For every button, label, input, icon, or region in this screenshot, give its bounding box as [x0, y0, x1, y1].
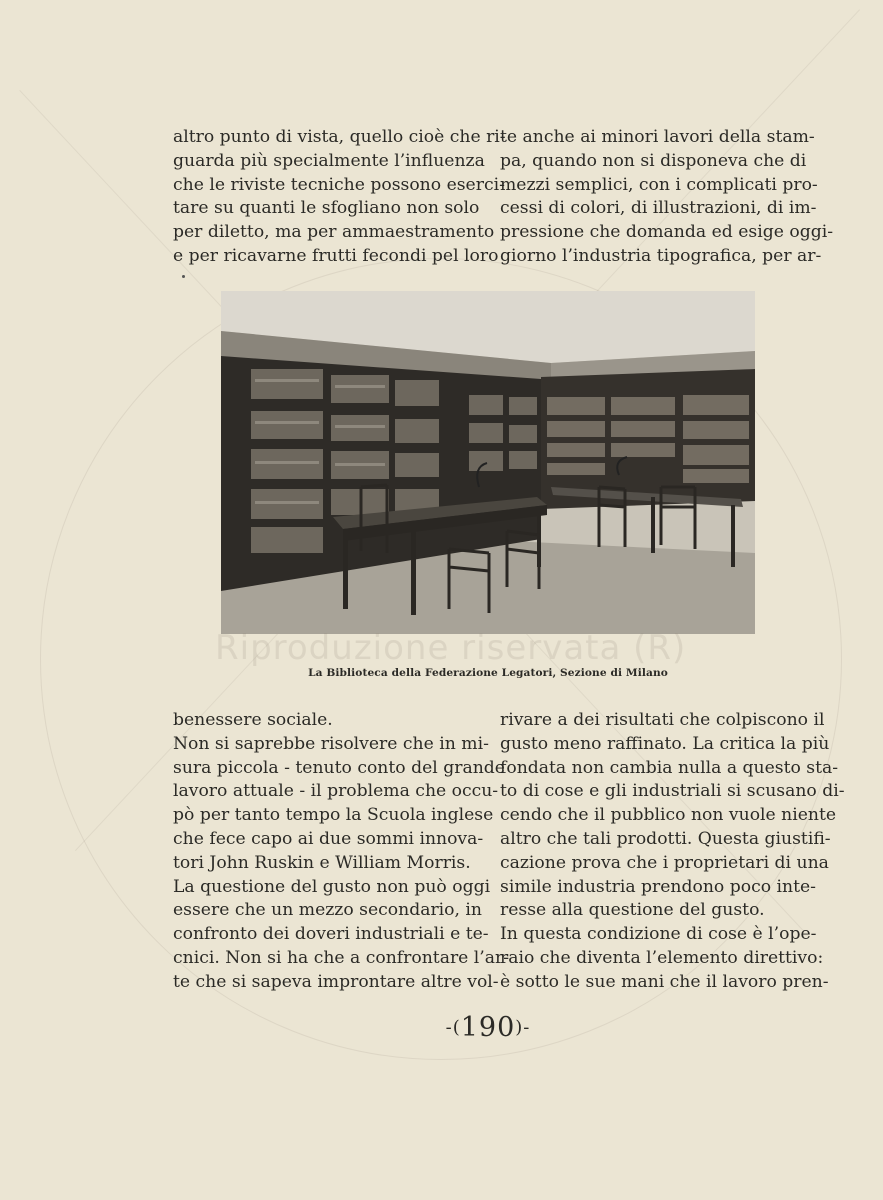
text-line: resse alla questione del gusto. [500, 900, 765, 921]
watermark-text: Riproduzione riservata (R) [215, 628, 687, 668]
text-line: sura piccola - tenuto conto del grande [173, 757, 505, 778]
text-line: gusto meno raffinato. La critica la più [500, 733, 830, 754]
text-line: tare su quanti le sfogliano non solo [173, 198, 480, 219]
print-mark [182, 275, 185, 278]
text-line: e per ricavarne frutti fecondi pel loro [173, 245, 499, 266]
text-line: confronto dei doveri industriali e te- [173, 924, 489, 945]
library-photograph [221, 291, 755, 634]
text-line: che le riviste tecniche possono eserci- [173, 174, 505, 195]
text-line: benessere sociale. [173, 710, 333, 730]
text-line: per diletto, ma per ammaestramento [173, 222, 495, 243]
text-line: è sotto le sue mani che il lavoro pren- [500, 971, 829, 992]
text-line: cessi di colori, di illustrazioni, di im- [500, 198, 817, 219]
text-column-bottom-left [173, 709, 510, 995]
text-line: simile industria prendono poco inte- [500, 876, 816, 897]
text-line: In questa condizione di cose è l’ope- [500, 924, 817, 945]
library-photo-illustration [221, 291, 755, 634]
page-number [388, 1012, 588, 1043]
folio-ornament-right: )- [515, 1017, 531, 1038]
text-line: altro che tali prodotti. Questa giustifi- [500, 828, 831, 849]
text-line: lavoro attuale - il problema che occu- [173, 781, 499, 802]
text-line: cazione prova che i proprietari di una [500, 852, 829, 873]
text-column-bottom-right [500, 709, 845, 995]
text-line: rivare a dei risultati che colpiscono il [500, 710, 825, 730]
text-line: essere che un mezzo secondario, in [173, 900, 482, 921]
text-line: mezzi semplici, con i complicati pro- [500, 174, 818, 195]
text-column-top-right [500, 126, 834, 269]
text-line: to di cose e gli industriali si scusano di- [500, 781, 845, 802]
text-line: fondata non cambia nulla a questo sta- [500, 757, 839, 778]
text-line: cendo che il pubblico non vuole niente [500, 805, 837, 826]
text-column-top-left [173, 126, 506, 269]
text-line: cnici. Non si ha che a confrontare l’ar- [173, 947, 510, 968]
text-line: pressione che domanda ed esige oggi- [500, 222, 834, 243]
text-line: te che si sapeva improntare altre vol- [173, 971, 499, 992]
text-line: raio che diventa l’elemento direttivo: [500, 947, 824, 968]
text-line: giorno l’industria tipografica, per ar- [500, 245, 822, 266]
photo-caption: La Biblioteca della Federazione Legatori, Sezione di Milano [308, 667, 668, 679]
text-line: pa, quando non si disponeva che di [500, 150, 807, 171]
text-line: altro punto di vista, quello cioè che ri- [173, 127, 506, 147]
folio-ornament-left: -( [445, 1017, 461, 1038]
text-line: che fece capo ai due sommi innova- [173, 828, 484, 849]
text-line: pò per tanto tempo la Scuola inglese [173, 805, 494, 826]
text-line: tori John Ruskin e William Morris. [173, 852, 471, 873]
text-line: La questione del gusto non può oggi [173, 876, 491, 897]
text-line: Non si saprebbe risolvere che in mi- [173, 733, 489, 754]
text-line: guarda più specialmente l’influenza [173, 150, 485, 171]
page-number-value: 190 [460, 1012, 516, 1043]
text-line: te anche ai minori lavori della stam- [500, 127, 815, 147]
